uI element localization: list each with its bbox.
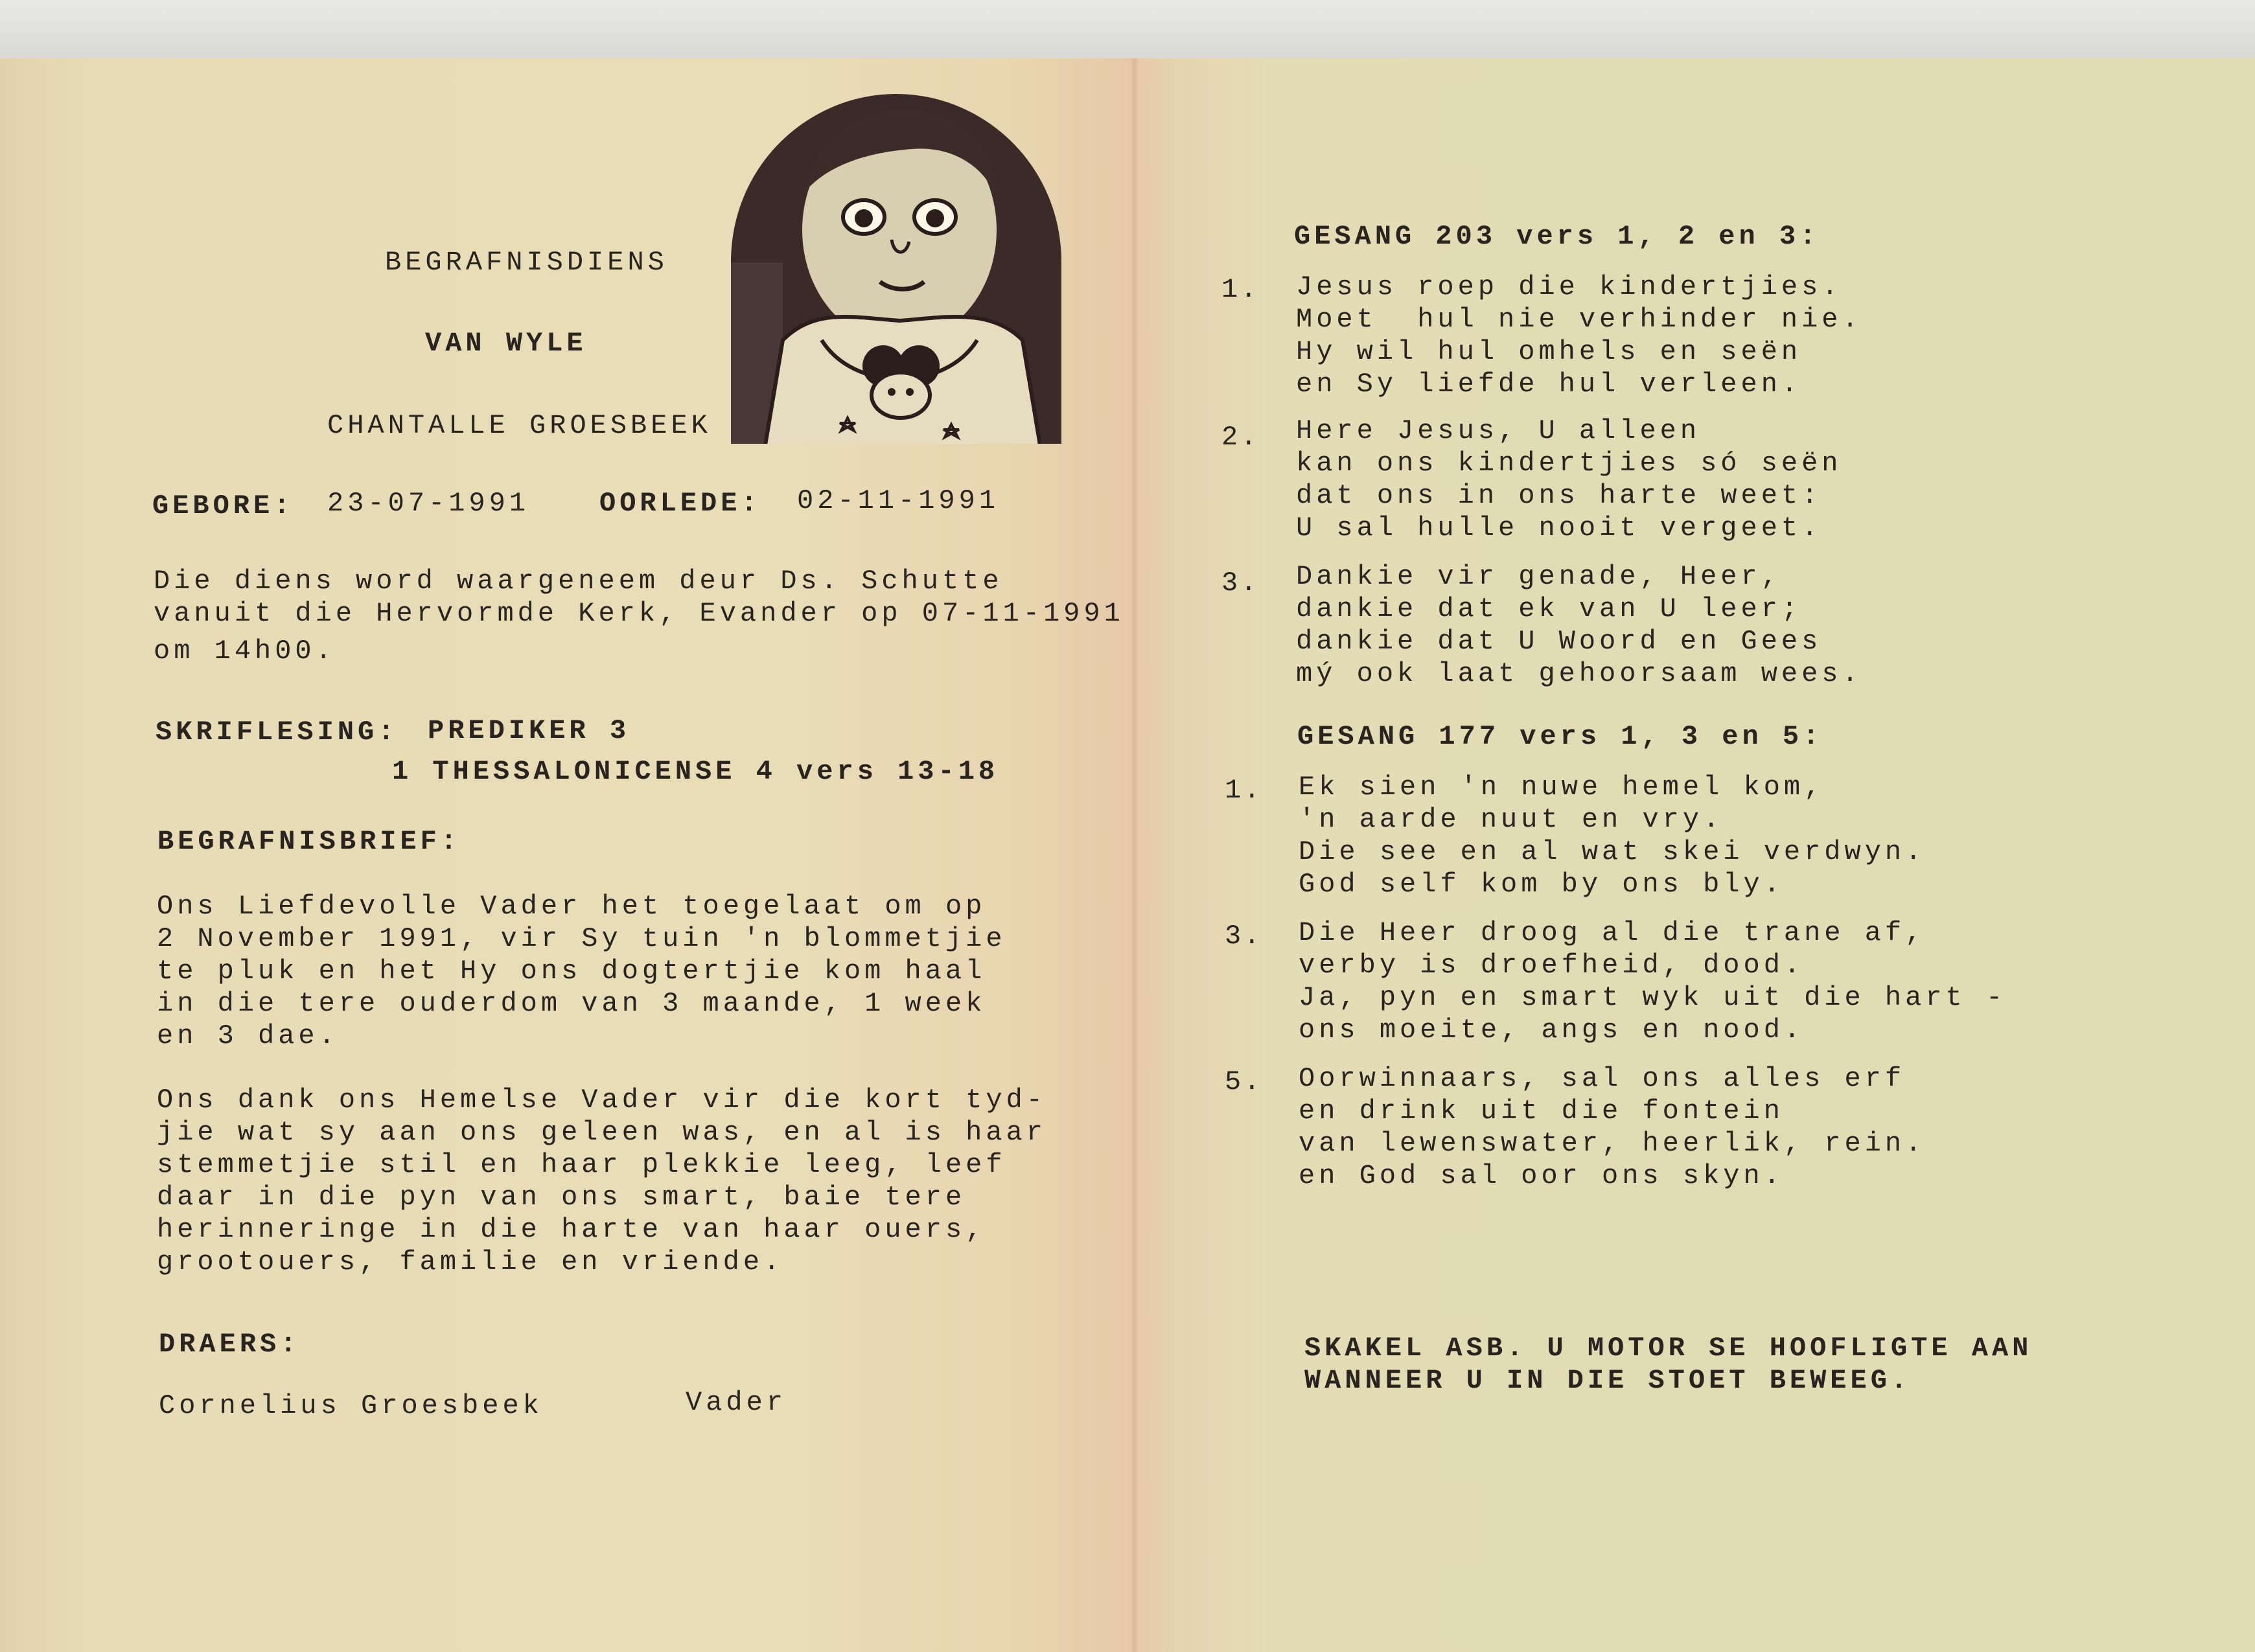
hymn2-verse-5-number: 5. [1225,1066,1263,1097]
hymn2-verse-5-line-1: Oorwinnaars, sal ons alles erf [1299,1063,1906,1094]
letter-p2-line-4: daar in die pyn van ons smart, baie tere [157,1182,966,1213]
bearer-name: Cornelius Groesbeek [159,1390,543,1421]
bearers-heading: DRAERS: [159,1329,301,1360]
letter-p2-line-6: grootouers, familie en vriende. [157,1246,784,1278]
hymn1-verse-2-line-4: U sal hulle nooit vergeet. [1296,512,1822,544]
letter-p1-line-2: 2 November 1991, vir Sy tuin 'n blommetjie [157,923,1006,954]
service-line-2: vanuit die Hervormde Kerk, Evander op 07-11-1991 [154,598,1124,629]
letter-p2-line-2: jie wat sy aan ons geleen was, en al is haar [157,1117,1047,1148]
page-fold [1130,58,1139,1652]
deceased-name: CHANTALLE GROESBEEK [327,410,711,441]
hymn1-verse-1-line-4: en Sy liefde hul verleen. [1296,369,1802,400]
hymn2-verse-3-line-2: verby is droefheid, dood. [1299,950,1805,981]
portrait-photo [724,94,1068,457]
hymn2-verse-3-line-4: ons moeite, angs en nood. [1299,1015,1805,1046]
letter-p1-line-3: te pluk en het Hy ons dogtertjie kom haal [157,956,986,987]
hymn1-verse-1-line-3: Hy wil hul omhels en seën [1296,336,1802,367]
letter-p2-line-3: stemmetjie stil en haar plekkie leeg, leef [157,1149,1006,1180]
born-label: GEBORE: [152,490,294,522]
died-date: 02-11-1991 [797,485,1000,516]
letter-p1-line-5: en 3 dae. [157,1020,339,1051]
hymn1-verse-3-number: 3. [1221,568,1260,599]
hymn2-verse-1-number: 1. [1225,775,1263,806]
born-date: 23-07-1991 [327,488,530,519]
hymn2-verse-1-line-3: Die see en al wat skei verdwyn. [1299,836,1926,867]
hymn2-verse-3-number: 3. [1225,921,1263,952]
reading-line-1: PREDIKER 3 [428,715,630,746]
reading-label: SKRIFLESING: [156,717,399,748]
died-label: OORLEDE: [599,488,761,519]
hymn2-verse-5-line-3: van lewenswater, heerlik, rein. [1299,1128,1926,1159]
hymn1-verse-2-number: 2. [1221,422,1260,453]
hymn2-verse-5-line-4: en God sal oor ons skyn. [1299,1160,1784,1191]
hymn1-verse-3-line-4: mý ook laat gehoorsaam wees. [1296,658,1862,689]
letter-p2-line-5: herinneringe in die harte van haar ouers, [157,1214,986,1245]
hymn2-verse-3-line-1: Die Heer droog al die trane af, [1299,917,1926,948]
van-wyle-label: VAN WYLE [425,328,587,359]
hymn2-verse-3-line-3: Ja, pyn en smart wyk uit die hart - [1299,982,2007,1013]
hymn1-verse-2-line-2: kan ons kindertjies só seën [1296,448,1842,479]
hymn1-verse-3-line-1: Dankie vir genade, Heer, [1296,561,1781,592]
letter-p1-line-4: in die tere ouderdom van 3 maande, 1 week [157,988,986,1019]
hymn1-verse-1-line-1: Jesus roep die kindertjies. [1296,271,1842,303]
bearer-role: Vader [686,1387,787,1418]
service-line-3: om 14h00. [154,636,336,667]
headlights-notice-line-1: SKAKEL ASB. U MOTOR SE HOOFLIGTE AAN [1304,1333,2033,1364]
service-title: BEGRAFNISDIENS [385,247,668,278]
reading-line-2: 1 THESSALONICENSE 4 vers 13-18 [392,756,999,787]
letter-p2-line-1: Ons dank ons Hemelse Vader vir die kort tyd- [157,1084,1047,1116]
hymn2-verse-5-line-2: en drink uit die fontein [1299,1096,1784,1127]
service-line-1: Die diens word waargeneem deur Ds. Schutte [154,566,1003,597]
hymn1-verse-2-line-1: Here Jesus, U alleen [1296,415,1701,446]
hymn2-verse-1-line-1: Ek sien 'n nuwe hemel kom, [1299,772,1825,803]
hymn1-verse-1-line-2: Moet hul nie verhinder nie. [1296,304,1862,335]
hymn1-verse-3-line-3: dankie dat U Woord en Gees [1296,626,1822,657]
hymn1-verse-3-line-2: dankie dat ek van U leer; [1296,593,1802,625]
hymn1-verse-1-number: 1. [1221,274,1260,305]
hymn2-verse-1-line-4: God self kom by ons bly. [1299,869,1784,900]
hymn1-title: GESANG 203 vers 1, 2 en 3: [1294,221,1820,252]
letter-heading: BEGRAFNISBRIEF: [157,826,461,857]
hymn2-title: GESANG 177 vers 1, 3 en 5: [1297,721,1823,752]
hymn1-verse-2-line-3: dat ons in ons harte weet: [1296,480,1822,511]
headlights-notice-line-2: WANNEER U IN DIE STOET BEWEEG. [1304,1365,1912,1396]
hymn2-verse-1-line-2: 'n aarde nuut en vry. [1299,804,1724,835]
scan-top-band [0,0,2255,58]
letter-p1-line-1: Ons Liefdevolle Vader het toegelaat om op [157,891,986,922]
